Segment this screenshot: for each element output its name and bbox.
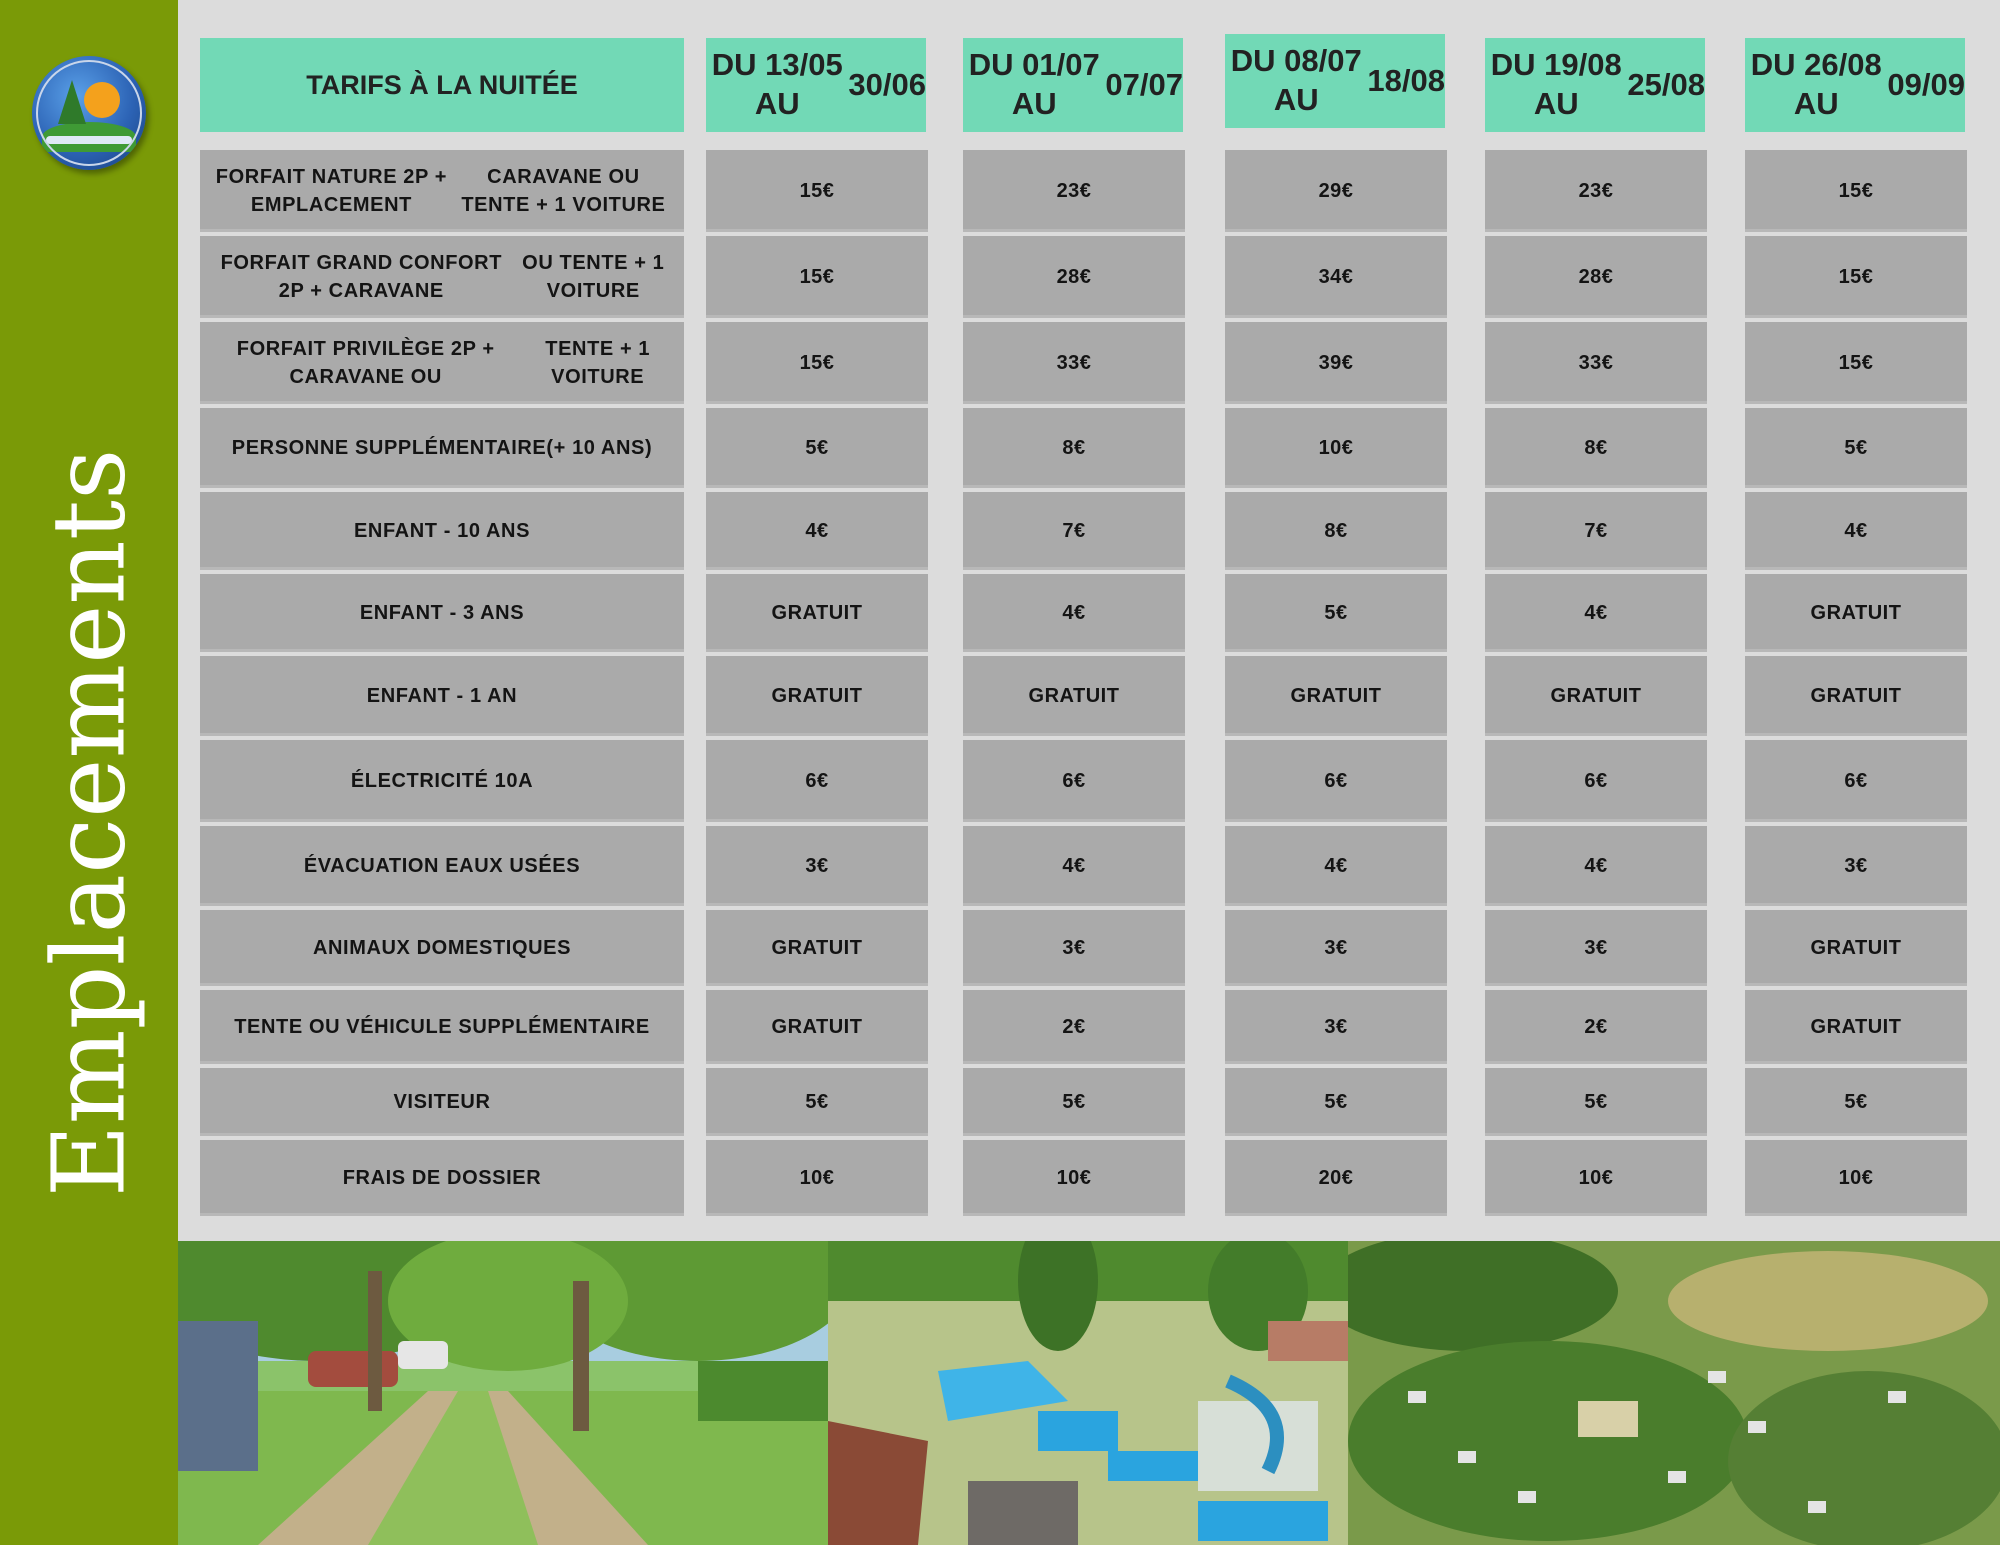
- price-cell: 10€: [1485, 1140, 1707, 1216]
- price-cell: 4€: [1745, 492, 1967, 570]
- text-line: CARAVANE OU TENTE + 1 VOITURE: [461, 166, 666, 216]
- text-line: (+ 10 ANS): [546, 437, 653, 459]
- photo-campsite-pitches: [178, 1241, 828, 1545]
- text-line: DU 13/05 AU: [711, 47, 843, 121]
- period-header-4: [1485, 38, 1705, 132]
- price-cell: 2€: [963, 990, 1185, 1064]
- text-line: ENFANT - 10 ANS: [353, 520, 531, 542]
- price-cell: 29€: [1225, 150, 1447, 232]
- row-label: [200, 492, 684, 570]
- row-label: [200, 910, 684, 986]
- price-cell: 28€: [963, 236, 1185, 318]
- price-cell: 34€: [1225, 236, 1447, 318]
- text-line: PERSONNE SUPPLÉMENTAIRE: [231, 437, 547, 459]
- price-cell: 3€: [706, 826, 928, 906]
- price-cell: 10€: [706, 1140, 928, 1216]
- text-line: TENTE + 1 VOITURE: [545, 338, 651, 388]
- price-cell: 10€: [1225, 408, 1447, 488]
- row-label: [200, 408, 684, 488]
- price-cell: 8€: [963, 408, 1185, 488]
- row-label: [200, 574, 684, 652]
- price-cell: GRATUIT: [1485, 656, 1707, 736]
- price-cell: 15€: [1745, 236, 1967, 318]
- text-line: FRAIS DE DOSSIER: [342, 1167, 542, 1189]
- price-cell: 20€: [1225, 1140, 1447, 1216]
- price-cell: 6€: [1745, 740, 1967, 822]
- price-cell: 10€: [1745, 1140, 1967, 1216]
- period-header-1: [706, 38, 926, 132]
- row-label: [200, 150, 684, 232]
- text-line: ENFANT - 1 AN: [366, 685, 518, 707]
- price-cell: 15€: [1745, 322, 1967, 404]
- price-cell: 7€: [1485, 492, 1707, 570]
- text-line: 09/09: [1887, 66, 1965, 102]
- period-header-2: [963, 38, 1183, 132]
- price-cell: 4€: [706, 492, 928, 570]
- price-cell: GRATUIT: [706, 910, 928, 986]
- price-cell: 7€: [963, 492, 1185, 570]
- price-cell: 6€: [1225, 740, 1447, 822]
- price-cell: 33€: [963, 322, 1185, 404]
- price-cell: 6€: [706, 740, 928, 822]
- price-cell: 6€: [963, 740, 1185, 822]
- text-line: ENFANT - 3 ANS: [359, 602, 525, 624]
- price-cell: 3€: [1225, 990, 1447, 1064]
- text-line: FORFAIT PRIVILÈGE 2P + CARAVANE OU: [236, 338, 495, 388]
- price-cell: 2€: [1485, 990, 1707, 1064]
- text-line: ANIMAUX DOMESTIQUES: [312, 937, 572, 959]
- text-line: DU 08/07 AU: [1230, 43, 1362, 117]
- text-line: DU 01/07 AU: [968, 47, 1100, 121]
- period-header-5: [1745, 38, 1965, 132]
- price-cell: 5€: [706, 408, 928, 488]
- price-cell: 5€: [706, 1068, 928, 1136]
- price-cell: 8€: [1225, 492, 1447, 570]
- text-line: 18/08: [1367, 62, 1445, 98]
- price-cell: 3€: [1485, 910, 1707, 986]
- price-cell: 23€: [1485, 150, 1707, 232]
- text-line: ÉVACUATION EAUX USÉES: [303, 855, 581, 877]
- page-title: Emplacements: [30, 448, 148, 1198]
- price-cell: 4€: [1485, 574, 1707, 652]
- price-cell: 28€: [1485, 236, 1707, 318]
- text-line: 30/06: [848, 66, 926, 102]
- text-line: FORFAIT NATURE 2P + EMPLACEMENT: [215, 166, 448, 216]
- price-cell: 39€: [1225, 322, 1447, 404]
- camping-logo-icon: [32, 56, 146, 170]
- text-line: 25/08: [1627, 66, 1705, 102]
- price-cell: 3€: [963, 910, 1185, 986]
- price-cell: 15€: [706, 150, 928, 232]
- table-header-label: TARIFS À LA NUITÉE: [200, 38, 684, 132]
- row-label: [200, 236, 684, 318]
- text-line: OU TENTE + 1 VOITURE: [522, 252, 665, 302]
- price-cell: 5€: [963, 1068, 1185, 1136]
- price-cell: GRATUIT: [706, 656, 928, 736]
- price-cell: 23€: [963, 150, 1185, 232]
- price-cell: GRATUIT: [706, 574, 928, 652]
- text-line: TENTE OU VÉHICULE SUPPLÉMENTAIRE: [234, 1016, 650, 1038]
- text-line: FORFAIT GRAND CONFORT 2P + CARAVANE: [220, 252, 503, 302]
- price-cell: GRATUIT: [706, 990, 928, 1064]
- price-cell: 10€: [963, 1140, 1185, 1216]
- row-label: [200, 740, 684, 822]
- price-cell: 8€: [1485, 408, 1707, 488]
- row-label: [200, 990, 684, 1064]
- price-cell: 5€: [1225, 1068, 1447, 1136]
- photo-aquatic-park: [828, 1241, 1348, 1545]
- text-line: DU 19/08 AU: [1490, 47, 1622, 121]
- price-cell: GRATUIT: [963, 656, 1185, 736]
- price-cell: 4€: [963, 574, 1185, 652]
- price-cell: GRATUIT: [1745, 910, 1967, 986]
- price-cell: 4€: [963, 826, 1185, 906]
- price-cell: 6€: [1485, 740, 1707, 822]
- period-header-3: [1225, 34, 1445, 128]
- price-cell: 5€: [1225, 574, 1447, 652]
- text-line: 07/07: [1105, 66, 1183, 102]
- price-cell: 5€: [1485, 1068, 1707, 1136]
- price-cell: 5€: [1745, 1068, 1967, 1136]
- text-line: DU 26/08 AU: [1750, 47, 1882, 121]
- row-label: [200, 656, 684, 736]
- row-label: [200, 1068, 684, 1136]
- price-cell: 15€: [1745, 150, 1967, 232]
- sidebar: [0, 0, 178, 1545]
- price-cell: 4€: [1225, 826, 1447, 906]
- row-label: [200, 322, 684, 404]
- row-label: [200, 826, 684, 906]
- price-cell: GRATUIT: [1745, 990, 1967, 1064]
- price-cell: 4€: [1485, 826, 1707, 906]
- price-cell: GRATUIT: [1745, 574, 1967, 652]
- text-line: ÉLECTRICITÉ 10A: [350, 770, 534, 792]
- price-cell: GRATUIT: [1225, 656, 1447, 736]
- price-cell: 3€: [1225, 910, 1447, 986]
- row-label: [200, 1140, 684, 1216]
- price-cell: 3€: [1745, 826, 1967, 906]
- price-cell: 15€: [706, 236, 928, 318]
- text-line: VISITEUR: [393, 1091, 491, 1113]
- photo-aerial-view: [1348, 1241, 2000, 1545]
- price-cell: GRATUIT: [1745, 656, 1967, 736]
- price-cell: 15€: [706, 322, 928, 404]
- price-cell: 33€: [1485, 322, 1707, 404]
- price-cell: 5€: [1745, 408, 1967, 488]
